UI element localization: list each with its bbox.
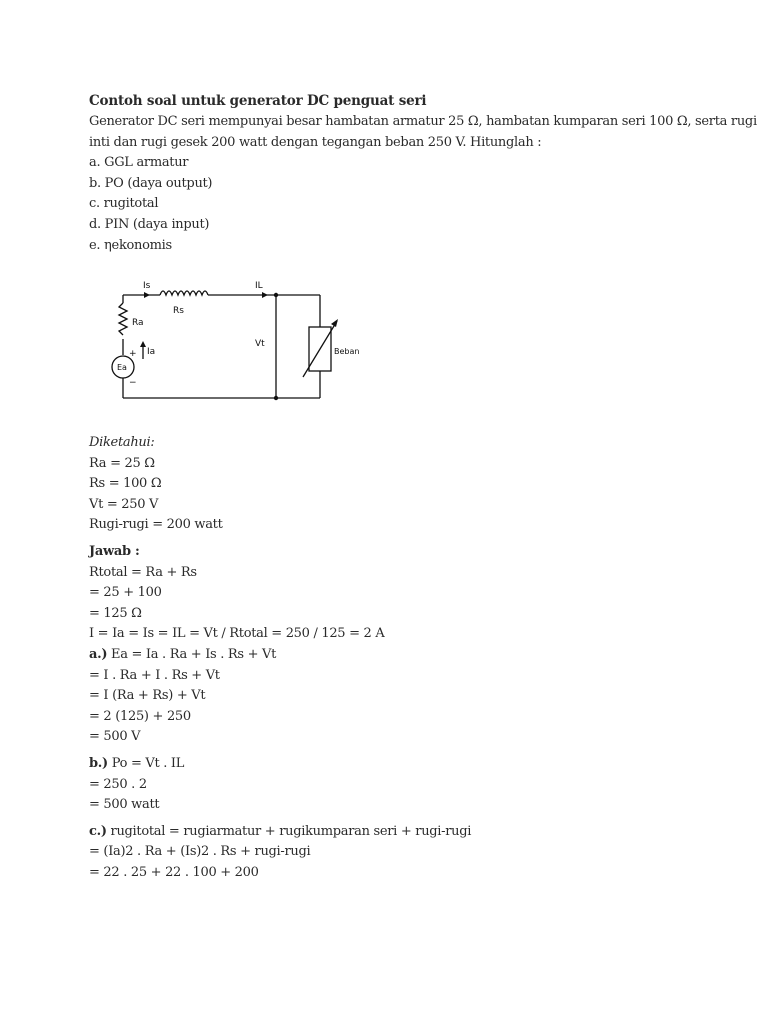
- answer-a-line-3: = I (Ra + Rs) + Vt: [89, 688, 206, 704]
- answer-a-label: a.): [89, 646, 108, 662]
- answer-b-line-1: [89, 754, 471, 775]
- answer-a-line-4: = 2 (125) + 250: [89, 708, 191, 724]
- answer-a-line-1: [89, 645, 471, 666]
- series-coil-rs: [160, 291, 208, 295]
- label-minus: −: [129, 378, 137, 388]
- rtotal-line-3: = 125 Ω: [89, 605, 142, 621]
- question-item-a: a. GGL armatur: [89, 155, 189, 171]
- known-rugi: Rugi-rugi = 200 watt: [89, 517, 223, 533]
- answer-c-line-2: = (Ia)2 . Ra + (Is)2 . Rs + rugi-rugi: [89, 844, 311, 860]
- label-ia: Ia: [147, 347, 156, 357]
- node-top: [274, 293, 278, 297]
- answer-heading: Jawab :: [89, 543, 140, 559]
- variable-arrow-icon: [331, 319, 338, 327]
- label-ra: Ra: [132, 318, 144, 328]
- rtotal-line-2: = 25 + 100: [89, 585, 162, 601]
- problem-text-line-1: Generator DC seri mempunyai besar hambatan armatur 25 Ω, hambatan kumparan seri 100 Ω, serta rugi: [89, 114, 757, 129]
- answer-b-line-2: = 250 . 2: [89, 776, 147, 792]
- node-bottom: [274, 396, 278, 400]
- armature-resistor-ra: [119, 303, 127, 335]
- problem-section: [89, 93, 757, 256]
- label-beban: Beban: [334, 347, 360, 356]
- known-rs: Rs = 100 Ω: [89, 476, 162, 492]
- answer-c-label: c.): [89, 823, 107, 839]
- circuit-diagram: [105, 275, 365, 410]
- label-il: IL: [255, 281, 263, 291]
- answer-c-line-3: = 22 . 25 + 22 . 100 + 200: [89, 864, 259, 880]
- answer-a-line-5: = 500 V: [89, 729, 141, 745]
- known-vt: Vt = 250 V: [89, 496, 159, 512]
- answer-c-text: rugitotal = rugiarmatur + rugikumparan seri + rugi-rugi: [106, 823, 472, 839]
- label-is: Is: [143, 281, 151, 291]
- answer-c-line-1: [89, 822, 471, 843]
- label-ea: Ea: [117, 363, 127, 372]
- is-arrow-icon: [144, 292, 150, 298]
- question-item-c: c. rugitotal: [89, 196, 159, 212]
- known-ra: Ra = 25 Ω: [89, 455, 155, 471]
- il-arrow-icon: [262, 292, 268, 298]
- question-item-e: e. ηekonomis: [89, 237, 172, 253]
- solution-section: [89, 433, 471, 883]
- known-heading: Diketahui:: [89, 435, 155, 450]
- answer-b-line-3: = 500 watt: [89, 797, 160, 813]
- question-item-d: d. PIN (daya input): [89, 216, 210, 232]
- ia-arrow-icon: [140, 341, 146, 347]
- current-line: I = Ia = Is = IL = Vt / Rtotal = 250 / 125 = 2 A: [89, 626, 385, 642]
- label-vt: Vt: [255, 339, 265, 349]
- problem-text-line-2: inti dan rugi gesek 200 watt dengan tegangan beban 250 V. Hitunglah :: [89, 134, 542, 150]
- question-item-b: b. PO (daya output): [89, 175, 213, 191]
- answer-b-label: b.): [89, 755, 108, 771]
- rtotal-line-1: Rtotal = Ra + Rs: [89, 564, 197, 580]
- answer-a-line-2: = I . Ra + I . Rs + Vt: [89, 667, 220, 683]
- answer-a-text: Ea = Ia . Ra + Is . Rs + Vt: [107, 646, 277, 662]
- label-rs: Rs: [173, 306, 184, 316]
- problem-title: Contoh soal untuk generator DC penguat seri: [89, 93, 427, 109]
- answer-b-text: Po = Vt . IL: [107, 755, 185, 771]
- label-plus: +: [129, 349, 137, 359]
